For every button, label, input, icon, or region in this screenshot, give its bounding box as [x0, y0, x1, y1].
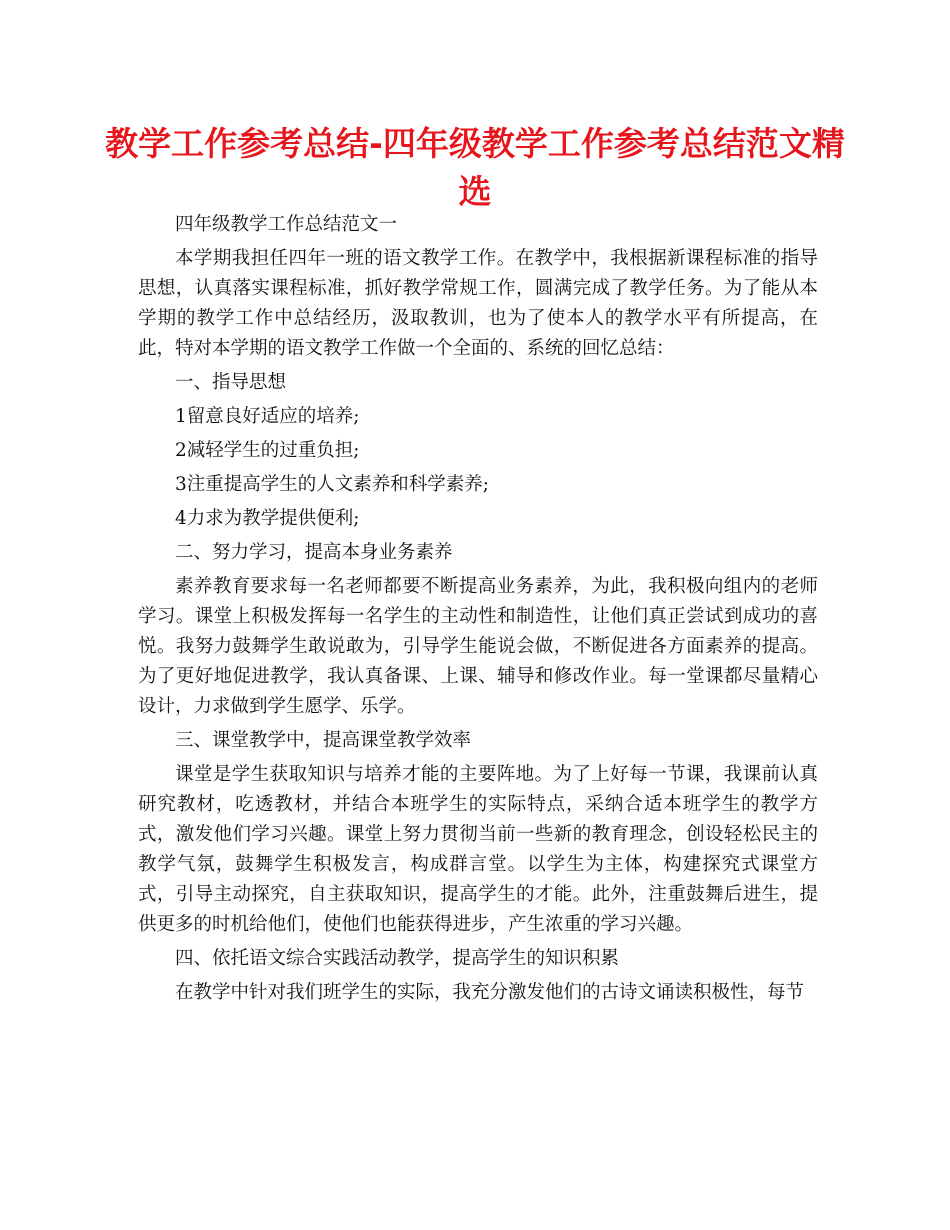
section-subtitle: 四年级教学工作总结范文一	[175, 214, 398, 235]
section-4-paragraph: 在教学中针对我们班学生的实际，我充分激发他们的古诗文诵读积极性，每节	[175, 982, 805, 1003]
list-item-3: 3注重提高学生的人文素养和科学素养;	[175, 474, 490, 495]
section-heading-4: 四、依托语文综合实践活动教学，提高学生的知识积累	[175, 948, 620, 969]
list-item-4: 4力求为教学提供便利;	[175, 508, 360, 529]
document-body	[138, 210, 818, 1012]
section-heading-1: 一、指导思想	[175, 372, 287, 393]
section-3-paragraph: 课堂是学生获取知识与培养才能的主要阵地。为了上好每一节课，我课前认真研究教材，吃透教材，并结合本班学生的实际特点，采纳合适本班学生的教学方式，激发他们学习兴趣。课堂上努力贯彻当前一些新的教育理念，创设轻松民主的教学气氛，鼓舞学生积极发言，构成群言堂。以学生为主体，构建探究式课堂方式，引导主动探究，自主获取知识，提高学生的才能。此外，注重鼓舞后进生，提供更多的时机给他们，使他们也能获得进步，产生浓重的学习兴趣。	[138, 764, 818, 935]
section-heading-3: 三、课堂教学中，提高课堂教学效率	[175, 730, 472, 751]
section-heading-2: 二、努力学习，提高本身业务素养	[175, 542, 453, 563]
intro-paragraph: 本学期我担任四年一班的语文教学工作。在教学中，我根据新课程标准的指导思想，认真落实课程标准，抓好教学常规工作，圆满完成了教学任务。为了能从本学期的教学工作中总结经历，汲取教训，也为了使本人的教学水平有所提高，在此，特对本学期的语文教学工作做一个全面的、系统的回忆总结：	[138, 248, 818, 359]
section-2-paragraph: 素养教育要求每一名老师都要不断提高业务素养，为此，我积极向组内的老师学习。课堂上积极发挥每一名学生的主动性和制造性，让他们真正尝试到成功的喜悦。我努力鼓舞学生敢说敢为，引导学生能说会做，不断促进各方面素养的提高。为了更好地促进教学，我认真备课、上课、辅导和修改作业。每一堂课都尽量精心设计，力求做到学生愿学、乐学。	[138, 576, 818, 717]
list-item-1: 1留意良好适应的培养;	[175, 406, 360, 427]
list-item-2: 2减轻学生的过重负担;	[175, 440, 360, 461]
document-title: 教学工作参考总结-四年级教学工作参考总结范文精选	[105, 124, 845, 211]
